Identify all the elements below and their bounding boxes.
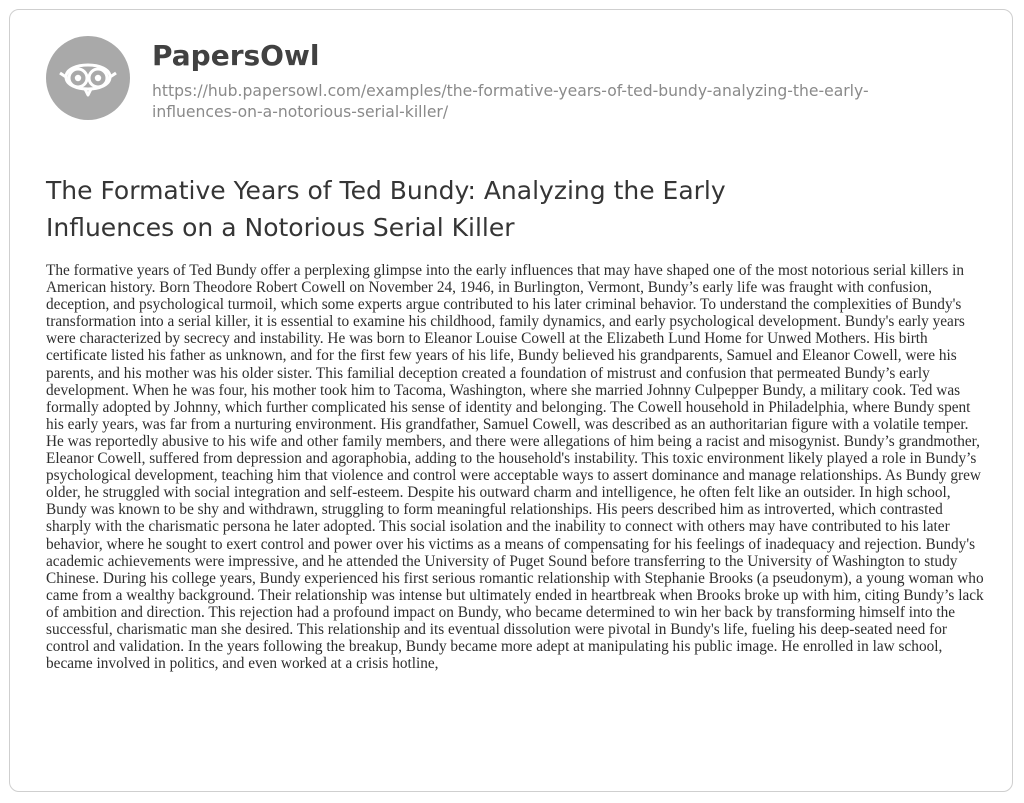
article-title: The Formative Years of Ted Bundy: Analyzing the Early Influences on a Notorious Serial Killer	[46, 176, 726, 242]
article-body: The formative years of Ted Bundy offer a perplexing glimpse into the early influences that may have shaped one of the most notorious serial killers in American history. Born Theodore Robert Cowell on November 24, 1946, in Burlington, Vermont, Bundy’s early life was fraught with confusion, deception, and psychological turmoil, which some experts argue contributed to his later criminal behavior. To understand the complexities of Bundy's transformation into a serial killer, it is essential to examine his childhood, family dynamics, and early psychological development. Bundy's early years were characterized by secrecy and instability. He was born to Eleanor Louise Cowell at the Elizabeth Lund Home for Unwed Mothers. His birth certificate listed his father as unknown, and for the first few years of his life, Bundy believed his grandparents, Samuel and Eleanor Cowell, were his parents, and his mother was his older sister. This familial deception created a foundation of mistrust and confusion that permeated Bundy’s early development. When he was four, his mother took him to Tacoma, Washington, where she married Johnny Culpepper Bundy, a military cook. Ted was formally adopted by Johnny, which further complicated his sense of identity and belonging. The Cowell household in Philadelphia, where Bundy spent his early years, was far from a nurturing environment. His grandfather, Samuel Cowell, was described as an authoritarian figure with a volatile temper. He was reportedly abusive to his wife and other family members, and there were allegations of him being a racist and misogynist. Bundy’s grandmother, Eleanor Cowell, suffered from depression and agoraphobia, adding to the household's instability. This toxic environment likely played a role in Bundy’s psychological development, teaching him that violence and control were acceptable ways to assert dominance and manage relationships. As Bundy grew older, he struggled with social integration and self-esteem. Despite his outward charm and intelligence, he often felt like an outsider. In high school, Bundy was known to be shy and withdrawn, struggling to form meaningful relationships. His peers described him as introverted, which contrasted sharply with the charismatic persona he later adopted. This social isolation and the inability to connect with others may have contributed to his later behavior, where he sought to exert control and power over his victims as a means of compensating for his feelings of inadequacy and rejection. Bundy's academic achievements were impressive, and he attended the University of Puget Sound before transferring to the University of Washington to study Chinese. During his college years, Bundy experienced his first serious romantic relationship with Stephanie Brooks (a pseudonym), a young woman who came from a wealthy background. Their relationship was intense but ultimately ended in heartbreak when Brooks broke up with him, citing Bundy’s lack of ambition and direction. This rejection had a profound impact on Bundy, who became determined to win her back by transforming himself into the successful, charismatic man she desired. This relationship and its eventual dissolution were pivotal in Bundy's life, fueling his deep-seated need for control and validation. In the years following the breakup, Bundy became more adept at manipulating his public image. He enrolled in law school, became involved in politics, and even worked at a crisis hotline,	[46, 262, 984, 673]
source-url-line-1[interactable]: https://hub.papersowl.com/examples/the-formative-years-of-ted-bundy-analyzing-the-early-	[152, 82, 869, 100]
source-url[interactable]	[152, 81, 932, 123]
source-url-line-2[interactable]: influences-on-a-notorious-serial-killer/	[152, 103, 449, 121]
brand-block	[152, 36, 932, 123]
site-header	[46, 36, 932, 123]
owl-eyes-icon	[58, 55, 118, 101]
owl-logo-icon[interactable]	[46, 36, 130, 120]
brand-name[interactable]: PapersOwl	[152, 39, 320, 72]
